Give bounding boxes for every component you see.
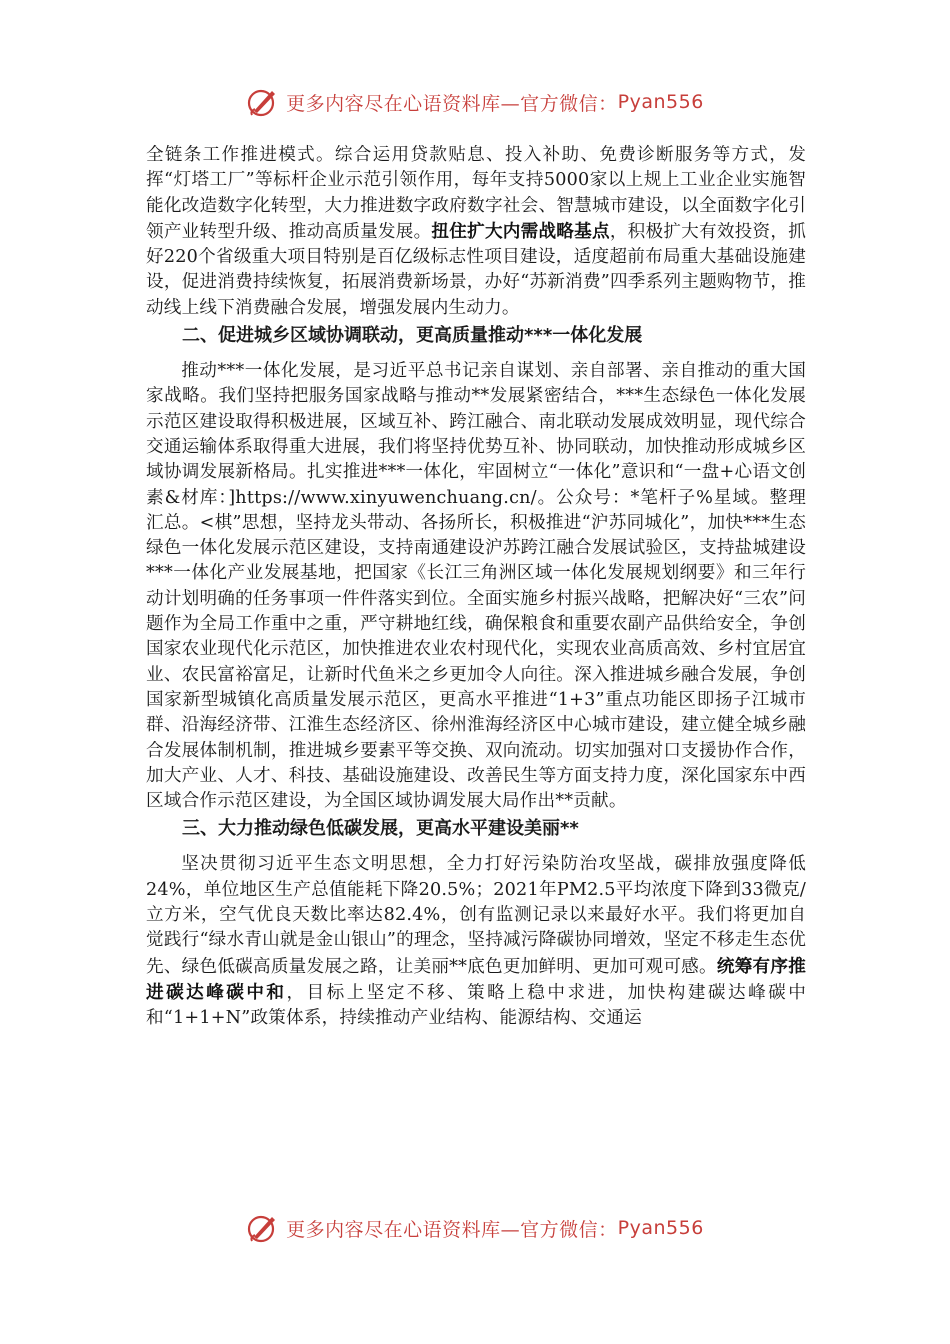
- pen-circle-icon: [246, 1211, 280, 1245]
- paragraph-regional-integration: 推动***一体化发展，是习近平总书记亲自谋划、亲自部署、亲自推动的重大国家战略。我们坚持把服务国家战略与推动**发展紧密结合，***生态绿色一体化发展示范区建设取得积极进展，区域互补、跨江融合、南北联动发展成效明显，现代综合交通运输体系取得重大进展，我们将坚持优势互补、协同联动，加快推动形成城乡区域协调发展新格局。扎实推进***一体化，牢固树立“一体化”意识和“一盘+心语文创素&材库：]https://www.xinyuwenchuang.cn/。公众号：*笔杆子%星域。整理汇总。<棋”思想，坚持龙头带动、各扬所长，积极推进“沪苏同城化”，加快***生态绿色一体化发展示范区建设，支持南通建设沪苏跨江融合发展试验区，支持盐城建设***一体化产业发展基地，把国家《长江三角洲区域一体化发展规划纲要》和三年行动计划明确的任务事项一件件落实到位。全面实施乡村振兴战略，把解决好“三农”问题作为全局工作重中之重，严守耕地红线，确保粮食和重要农副产品供给安全，争创国家农业现代化示范区，加快推进农业农村现代化，实现农业高质高效、乡村宜居宜业、农民富裕富足，让新时代鱼米之乡更加令人向往。深入推进城乡融合发展，争创国家新型城镇化高质量发展示范区，更高水平推进“1+3”重点功能区即扬子江城市群、沿海经济带、江淮生态经济区、徐州淮海经济区中心城市建设，建立健全城乡融合发展体制机制，推进城乡要素平等交换、双向流动。切实加强对口支援协作合作，加大产业、人才、科技、基础设施建设、改善民生等方面支持力度，深化国家东中西区域合作示范区建设，为全国区域协调发展大局作出**贡献。: [146, 361, 806, 812]
- banner-text: 更多内容尽在心语资料库—官方微信：: [286, 92, 618, 115]
- document-body: [146, 143, 806, 1032]
- banner-text: 更多内容尽在心语资料库—官方微信：: [286, 1218, 618, 1241]
- pen-circle-icon: [246, 85, 280, 119]
- paragraph-digital-transformation: 全链条工作推进模式。综合运用贷款贴息、投入补助、免费诊断服务等方式，发挥“灯塔工厂”等标杆企业示范引领作用，每年支持5000家以上规上工业企业实施智能化改造数字化转型，大力推进数字政府数字社会、智慧城市建设，以全面数字化引领产业转型升级、推动高质量发展。扭住扩大内需战略基点，积极扩大有效投资，抓好220个省级重大项目特别是百亿级标志性项目建设，适度超前布局重大基础设施建设，促进消费持续恢复，拓展消费新场景，办好“苏新消费”四季系列主题购物节，推动线上线下消费融合发展，增强发展内生动力。: [146, 145, 806, 318]
- paragraph-green-development: 坚决贯彻习近平生态文明思想，全力打好污染防治攻坚战，碳排放强度降低24%，单位地区生产总值能耗下降20.5%；2021年PM2.5平均浓度下降到33微克/立方米，空气优良天数比率达82.4%，创有监测记录以来最好水平。我们将更加自觉践行“绿水青山就是金山银山”的理念，坚持减污降碳协同增效，坚定不移走生态优先、绿色低碳高质量发展之路，让美丽**底色更加鲜明、更加可观可感。统筹有序推进碳达峰碳中和，目标上坚定不移、策略上稳中求进，加快构建碳达峰碳中和“1+1+N”政策体系，持续推动产业结构、能源结构、交通运: [146, 854, 806, 1029]
- banner-wechat-id: Pyan556: [617, 91, 704, 113]
- section-heading-3: 三、大力推动绿色低碳发展，更高水平建设美丽**: [182, 818, 579, 840]
- section-heading-2: 二、促进城乡区域协调联动，更高质量推动***一体化发展: [182, 325, 643, 347]
- header-watermark-banner: [0, 82, 950, 122]
- banner-wechat-id: Pyan556: [617, 1217, 704, 1239]
- bold-phrase-carbon-neutral: 统筹有序推进碳达峰碳中和: [146, 955, 806, 1003]
- footer-watermark-banner: [0, 1208, 950, 1248]
- bold-phrase-domestic-demand: 扭住扩大内需战略基点: [431, 220, 610, 242]
